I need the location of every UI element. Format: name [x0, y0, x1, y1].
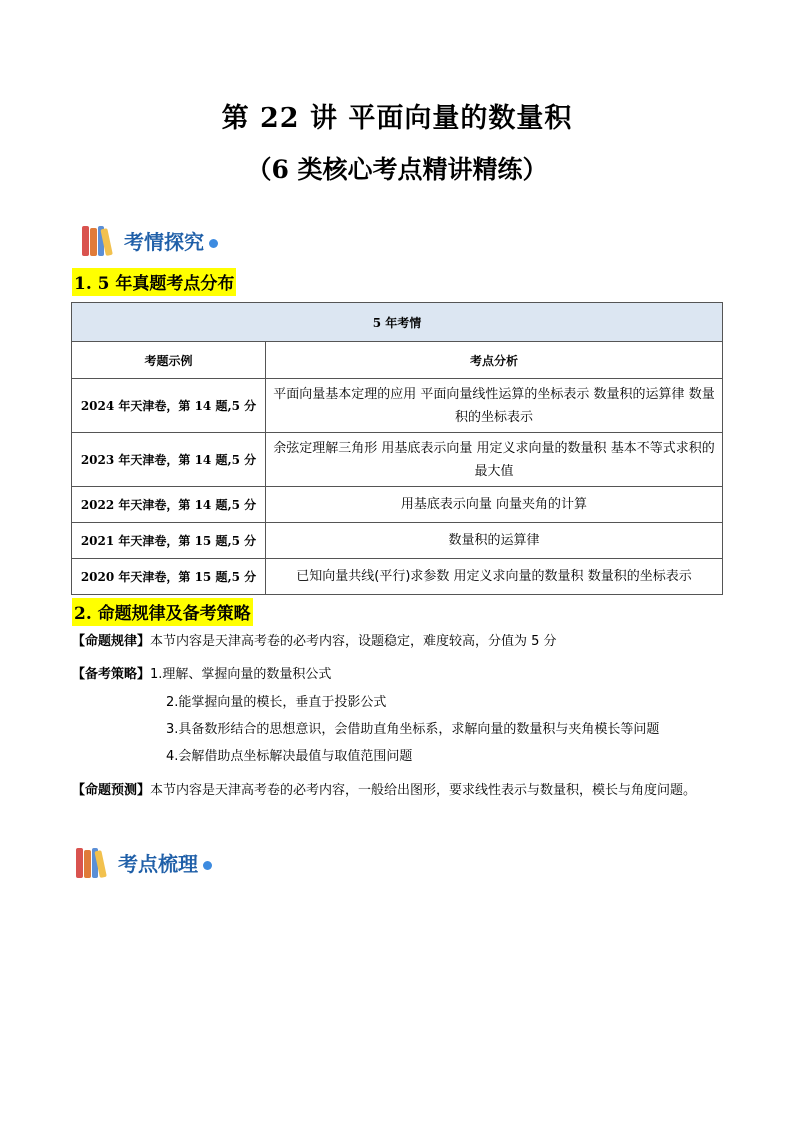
law-paragraph [72, 632, 724, 652]
books-icon [80, 224, 120, 256]
table-row [72, 379, 723, 433]
books-icon [74, 846, 114, 878]
table-caption: 5 年考情 [72, 303, 723, 342]
dot-icon [209, 239, 218, 248]
row-analysis: 数量积的运算律 [266, 523, 723, 559]
column-header-analysis: 考点分析 [266, 342, 723, 379]
row-analysis: 余弦定理解三角形 用基底表示向量 用定义求向量的数量积 基本不等式求积的最大值 [266, 433, 723, 487]
section-heading-distribution: 1. 5 年真题考点分布 [72, 268, 236, 296]
forecast-paragraph [72, 776, 724, 805]
row-year: 2022 年天津卷，第 14 题,5 分 [72, 487, 266, 523]
row-year: 2024 年天津卷，第 14 题,5 分 [72, 379, 266, 433]
banner-title: 考情探究 [124, 229, 204, 254]
table-row [72, 487, 723, 523]
law-text: 本节内容是天津高考卷的必考内容，设题稳定，难度较高，分值为 5 分 [150, 634, 557, 649]
strategy-item: 2.能掌握向量的模长，垂直于投影公式 [166, 695, 387, 710]
row-analysis: 已知向量共线(平行)求参数 用定义求向量的数量积 数量积的坐标表示 [266, 559, 723, 595]
strategy-item: 3.具备数形结合的思想意识，会借助直角坐标系，求解向量的数量积与夹角模长等问题 [166, 722, 660, 737]
table-row [72, 523, 723, 559]
strategy-label: 【备考策略】 [72, 667, 151, 682]
banner-key-points [74, 844, 212, 880]
table-row [72, 559, 723, 595]
table-row [72, 433, 723, 487]
exam-table [71, 302, 723, 595]
row-analysis: 平面向量基本定理的应用 平面向量线性运算的坐标表示 数量积的运算律 数量积的坐标表示 [266, 379, 723, 433]
page-subtitle: （6 类核心考点精讲精练） [246, 155, 548, 184]
forecast-text: 本节内容是天津高考卷的必考内容，一般给出图形，要求线性表示与数量积，模长与角度问题。 [150, 783, 697, 798]
forecast-label: 【命题预测】 [72, 783, 151, 798]
row-analysis: 用基底表示向量 向量夹角的计算 [266, 487, 723, 523]
row-year: 2023 年天津卷，第 14 题,5 分 [72, 433, 266, 487]
banner-exam-analysis [80, 222, 218, 258]
row-year: 2020 年天津卷，第 15 题,5 分 [72, 559, 266, 595]
page-title: 第 22 讲 平面向量的数量积 [221, 103, 573, 134]
strategy-item: 1.理解、掌握向量的数量积公式 [150, 667, 332, 682]
law-label: 【命题规律】 [72, 634, 151, 649]
column-header-example: 考题示例 [72, 342, 266, 379]
section-heading-strategy: 2. 命题规律及备考策略 [72, 598, 253, 626]
strategy-paragraph [72, 665, 724, 685]
dot-icon [203, 861, 212, 870]
banner-title: 考点梳理 [118, 851, 198, 876]
row-year: 2021 年天津卷，第 15 题,5 分 [72, 523, 266, 559]
strategy-item: 4.会解借助点坐标解决最值与取值范围问题 [166, 749, 413, 764]
